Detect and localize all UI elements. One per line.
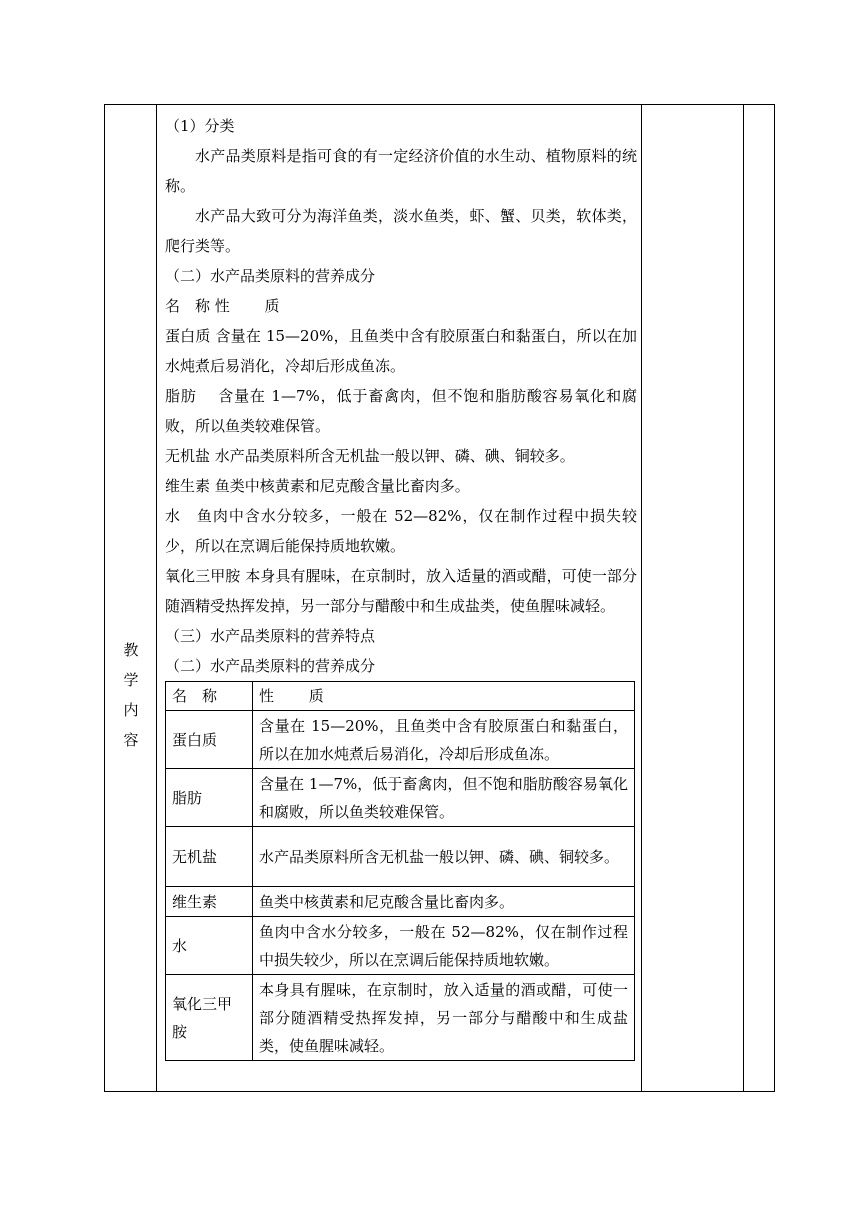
table-cell-name: 脂肪	[166, 769, 253, 827]
table-cell-desc: 水产品类原料所含无机盐一般以钾、磷、碘、铜较多。	[253, 827, 635, 887]
table-cell-name: 无机盐	[166, 827, 253, 887]
lesson-table	[104, 104, 775, 1092]
table-row	[166, 887, 635, 917]
side-label	[105, 635, 157, 755]
table-cell-desc: 本身具有腥味，在京制时，放入适量的酒或醋，可使一部分随酒精受热挥发掉，另一部分与醋酸中和生成盐类，使鱼腥味减轻。	[253, 975, 635, 1061]
table-row	[166, 827, 635, 887]
side-label-char: 容	[123, 731, 139, 749]
table-cell-name: 水	[166, 917, 253, 975]
table-row	[166, 711, 635, 769]
table-cell-name: 氧化三甲胺	[166, 975, 253, 1061]
table-cell-desc: 含量在 15—20%，且鱼类中含有胶原蛋白和黏蛋白，所以在加水炖煮后易消化，冷却后形成鱼冻。	[253, 711, 635, 769]
table-header-row	[166, 682, 635, 711]
nutrient-item: 无机盐 水产品类原料所含无机盐一般以钾、磷、碘、铜较多。	[165, 447, 575, 465]
table-row	[166, 917, 635, 975]
table-header-cell: 名 称	[166, 682, 253, 711]
table-row	[166, 769, 635, 827]
column-divider	[743, 105, 744, 1091]
table-row	[166, 975, 635, 1061]
section-title: （二）水产品类原料的营养成分	[165, 657, 376, 675]
nutrient-item: 水 鱼肉中含水分较多，一般在 52—82%，仅在制作过程中损失较少，所以在烹调后能保持质地软嫩。	[165, 507, 637, 555]
section-title: （二）水产品类原料的营养成分	[165, 267, 376, 285]
side-label-char: 教	[123, 641, 139, 659]
table-header-cell: 性 质	[253, 682, 635, 711]
table-cell-desc: 含量在 1—7%，低于畜禽肉，但不饱和脂肪酸容易氧化和腐败，所以鱼类较难保管。	[253, 769, 635, 827]
nutrient-table	[165, 681, 635, 1061]
side-label-char: 学	[123, 671, 139, 689]
table-cell-desc: 鱼类中核黄素和尼克酸含量比畜肉多。	[253, 887, 635, 917]
nutrient-item: 脂肪 含量在 1—7%，低于畜禽肉，但不饱和脂肪酸容易氧化和腐败，所以鱼类较难保管。	[165, 387, 637, 435]
column-divider	[641, 105, 642, 1091]
column-divider	[156, 105, 157, 1091]
paragraph: 水产品类原料是指可食的有一定经济价值的水生动、植物原料的统称。	[165, 147, 637, 195]
nutrient-item: 蛋白质 含量在 15—20%，且鱼类中含有胶原蛋白和黏蛋白，所以在加水炖煮后易消化，冷却后形成鱼冻。	[165, 327, 637, 375]
paragraph: 水产品大致可分为海洋鱼类，淡水鱼类，虾、蟹、贝类，软体类，爬行类等。	[165, 207, 637, 255]
teaching-content	[165, 111, 637, 1061]
nutrient-header: 名 称 性 质	[165, 297, 280, 315]
nutrient-item: 氧化三甲胺 本身具有腥味，在京制时，放入适量的酒或醋，可使一部分随酒精受热挥发掉，另一部分与醋酸中和生成盐类，使鱼腥味减轻。	[165, 567, 637, 615]
section-title: （三）水产品类原料的营养特点	[165, 627, 376, 645]
table-cell-desc: 鱼肉中含水分较多，一般在 52—82%，仅在制作过程中损失较少，所以在烹调后能保持质地软嫩。	[253, 917, 635, 975]
side-label-char: 内	[123, 701, 139, 719]
table-cell-name: 维生素	[166, 887, 253, 917]
nutrient-item: 维生素 鱼类中核黄素和尼克酸含量比畜肉多。	[165, 477, 470, 495]
section-title: （1）分类	[165, 117, 235, 135]
table-cell-name: 蛋白质	[166, 711, 253, 769]
